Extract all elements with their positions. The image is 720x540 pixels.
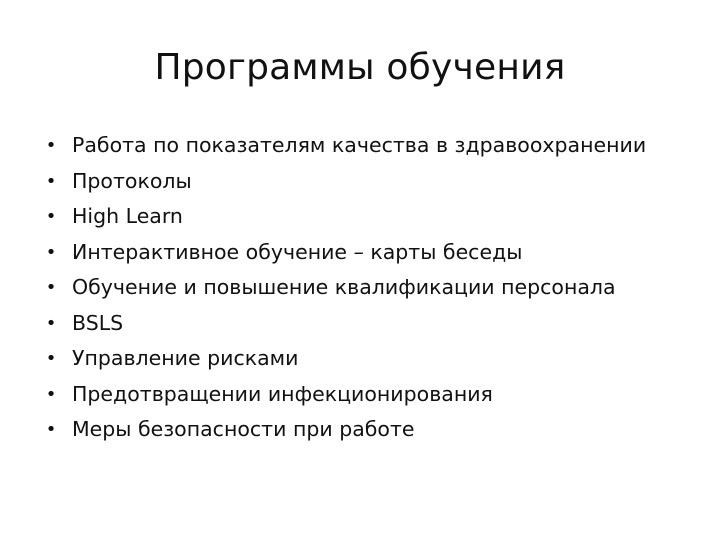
list-item-label: Интерактивное обучение – карты беседы (72, 239, 523, 264)
list-item (44, 270, 704, 306)
list-item-label: High Learn (72, 204, 183, 228)
list-item-label: Предотвращении инфекционирования (72, 381, 493, 406)
bullet-icon: • (45, 170, 57, 192)
list-item-label: Работа по показателям качества в здравоохранении (72, 133, 647, 157)
bullet-icon: • (45, 206, 57, 227)
bullet-icon: • (45, 419, 57, 440)
list-item-label: Обучение и повышение квалификации персонала (72, 275, 616, 299)
bullet-icon: • (45, 135, 57, 156)
list-item-label: Меры безопасности при работе (72, 417, 415, 441)
list-item-label: Управление рисками (72, 346, 299, 370)
slide-title: Программы обучения (154, 47, 566, 88)
bullet-list (44, 128, 704, 448)
list-item (44, 341, 704, 377)
list-item-label: BSLS (72, 310, 124, 335)
list-item (44, 164, 704, 200)
bullet-icon: • (45, 312, 57, 334)
list-item (44, 412, 704, 448)
bullet-icon: • (45, 383, 57, 405)
list-item-label: Протоколы (72, 168, 192, 193)
list-item (44, 306, 704, 342)
list-item (44, 128, 704, 164)
bullet-icon: • (45, 277, 57, 298)
bullet-icon: • (45, 348, 57, 369)
list-item (44, 199, 704, 235)
bullet-icon: • (45, 241, 57, 263)
list-item (44, 377, 704, 413)
list-item (44, 235, 704, 271)
